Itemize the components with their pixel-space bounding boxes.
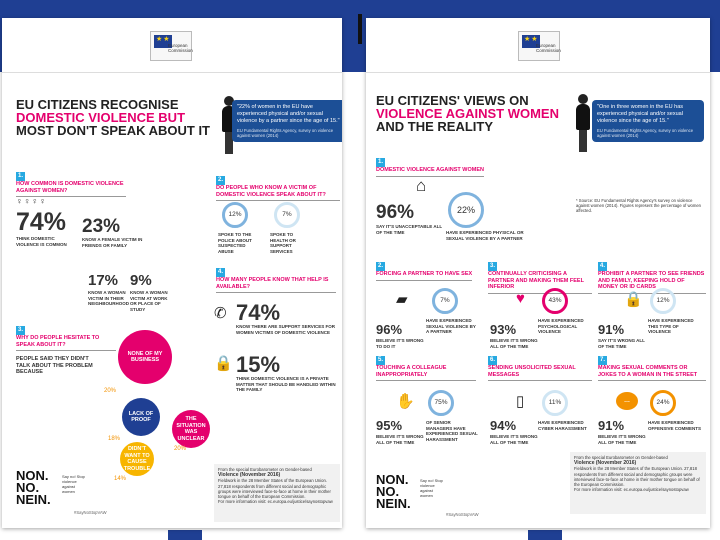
logo-label: European Commission bbox=[536, 43, 561, 53]
stat-s3: 93% bbox=[490, 322, 517, 337]
lock-icon: 🔒 bbox=[214, 355, 233, 372]
poster-header bbox=[2, 18, 342, 73]
stat-23: 23% bbox=[82, 216, 121, 237]
poster-title: EU CITIZENS RECOGNISE DOMESTIC VIOLENCE BUT MOST DON'T SPEAK ABOUT IT bbox=[16, 97, 210, 138]
footer-source-box: From the special Eurobarometer on Gender-based Violence (November 2016) Fieldwork in the 28 Member States of the European Union. 27,818 respondents from different social and demographic groups were interviewed face-to-face at home in their mother tongue on behalf of the European Commission. For more information visit: ec.europa.eu/justice/saynostopvaw bbox=[214, 464, 340, 522]
ring-s5-label: OF SENIOR MANAGERS HAVE EXPERIENCED SEXUAL HARASSMENT bbox=[426, 420, 478, 442]
stat-96-label: SAY IT'S UNACCEPTABLE ALL OF THE TIME bbox=[376, 224, 442, 235]
section-2-heading: 2.DO PEOPLE WHO KNOW A VICTIM OF DOMESTIC VIOLENCE SPEAK ABOUT IT? bbox=[216, 176, 340, 201]
stat-s4: 91% bbox=[598, 322, 625, 337]
poster-header bbox=[366, 18, 710, 73]
phone-icon: ✆ bbox=[214, 305, 227, 322]
woman-figure-icon bbox=[574, 94, 592, 154]
stat-96: 96% bbox=[376, 202, 415, 223]
slogan: Say no! Stop violence against women bbox=[62, 474, 85, 494]
hashtag: #SayNoStopVAW bbox=[446, 512, 479, 517]
poster-title: EU CITIZENS' VIEWS ON VIOLENCE AGAINST WOMEN AND THE REALITY bbox=[376, 93, 559, 134]
stat-9: 9% bbox=[130, 272, 152, 289]
stat-s6: 94% bbox=[490, 418, 517, 433]
section-7-heading: 7.MAKING SEXUAL COMMENTS OR JOKES TO A WOMAN IN THE STREET bbox=[598, 356, 706, 381]
bubble-3-pct: 20% bbox=[174, 446, 187, 452]
ring-s2: 7% bbox=[432, 288, 458, 314]
bubble-1-pct: 20% bbox=[104, 388, 117, 394]
top-divider bbox=[358, 14, 362, 44]
stat-s4-label: SAY IT'S WRONG ALL OF THE TIME bbox=[598, 338, 645, 349]
broken-heart-icon: ♥ bbox=[516, 290, 525, 307]
stat-s5-label: BELIEVE IT'S WRONG ALL OF THE TIME bbox=[376, 434, 424, 445]
ring-s6-label: HAVE EXPERIENCED CYBER HARASSMENT bbox=[538, 420, 587, 431]
ring-s7: 24% bbox=[650, 390, 676, 416]
bottom-marker-right bbox=[528, 530, 562, 540]
hashtag: #SayNoStopVAW bbox=[74, 510, 107, 515]
ring-7: 7% bbox=[274, 202, 300, 228]
stat-help-74-label: KNOW THERE ARE SUPPORT SERVICES FOR WOMEN VICTIMS OF DOMESTIC VIOLENCE bbox=[236, 324, 336, 335]
stat-17: 17% bbox=[88, 272, 119, 289]
eu-commission-logo: ★★ bbox=[150, 31, 192, 61]
bubble-4-pct: 14% bbox=[114, 476, 127, 482]
section-1-heading: 1.HOW COMMON IS DOMESTIC VIOLENCE AGAINST WOMEN? bbox=[16, 172, 126, 197]
section-6-heading: 6.SENDING UNSOLICITED SEXUAL MESSAGES bbox=[488, 356, 592, 381]
quote-box: "One in three women in the EU has experienced physical and/or sexual violence since the age of 15." EU Fundamental Rights Agency, survey on violence against women (2014) bbox=[592, 100, 704, 142]
section-1-heading: 1.DOMESTIC VIOLENCE AGAINST WOMEN bbox=[376, 158, 486, 177]
ring-12: 12% bbox=[222, 202, 248, 228]
quote-box: "22% of women in the EU have experienced physical and/or sexual violence by a partner since the age of 15." EU Fundamental Rights Agency, survey on violence against women (2014) bbox=[232, 100, 342, 142]
ring-12-label: SPOKE TO THE POLICE ABOUT SUSPECTED ABUSE bbox=[218, 232, 252, 254]
infographic-left bbox=[2, 18, 342, 528]
mobile-phone-icon: ▯ bbox=[516, 393, 525, 410]
stat-9-label: KNOW A WOMAN VICTIM AT WORK OR PLACE OF STUDY bbox=[130, 290, 168, 312]
stat-s6-label: BELIEVE IT'S WRONG ALL OF THE TIME bbox=[490, 434, 538, 445]
stat-help-74: 74% bbox=[236, 300, 281, 325]
non-no-nein-logo: NON. NO. NEIN. bbox=[16, 468, 51, 507]
stat-s7: 91% bbox=[598, 418, 625, 433]
footer-source-box: From the special Eurobarometer on Gender-based Violence (November 2016) Fieldwork in the 28 Member States of the European Union. 27,818 respondents from different social and demographic groups were interviewed face-to-face at home in their mother tongue on behalf of the European Commission. For more information visit: ec.europa.eu/justice/saynostopvaw bbox=[570, 452, 706, 514]
stat-15-label: THINK DOMESTIC VIOLENCE IS A PRIVATE MATTER THAT SHOULD BE HANDLED WITHIN THE FAMILY bbox=[236, 376, 336, 392]
stat-74-label: THINK DOMESTIC VIOLENCE IS COMMON bbox=[16, 236, 67, 247]
stat-s2-label: BELIEVE IT'S WRONG TO DO IT bbox=[376, 338, 424, 349]
ring-s3: 43% bbox=[542, 288, 568, 314]
bubble-2-pct: 18% bbox=[108, 436, 121, 442]
stat-74: 74% bbox=[16, 208, 67, 236]
slogan: Say no! Stop violence against women bbox=[420, 478, 443, 498]
people-said-text: PEOPLE SAID THEY DIDN'T TALK ABOUT THE PROBLEM BECAUSE bbox=[16, 356, 93, 375]
hand-icon: ✋ bbox=[396, 393, 415, 410]
people-icon: ♀♀♀♀ bbox=[16, 196, 47, 206]
ring-22-label: HAVE EXPERIENCED PHYSICAL OR SEXUAL VIOLENCE BY A PARTNER bbox=[446, 230, 524, 241]
lock-icon: 🔒 bbox=[624, 291, 643, 308]
house-icon: ⌂ bbox=[416, 176, 427, 195]
stat-15: 15% bbox=[236, 352, 281, 377]
bubble-situation-unclear: THE SITUATION WAS UNCLEAR bbox=[172, 410, 210, 448]
infographic-right bbox=[366, 18, 710, 528]
source-note: * Source: EU Fundamental Rights Agency's survey on violence against women (2014). Figures represent the percentage of women affected. bbox=[576, 198, 701, 213]
ring-22: 22% bbox=[448, 192, 484, 228]
section-4-heading: 4.HOW MANY PEOPLE KNOW THAT HELP IS AVAILABLE? bbox=[216, 268, 336, 293]
ring-s4: 12% bbox=[650, 288, 676, 314]
logo-label: European Commission bbox=[168, 43, 193, 53]
section-3-heading: 3.CONTINUALLY CRITICISING A PARTNER AND MAKING THEM FEEL INFERIOR bbox=[488, 262, 592, 294]
stat-s2: 96% bbox=[376, 322, 403, 337]
section-4-heading: 4.PROHIBIT A PARTNER TO SEE FRIENDS AND FAMILY, KEEPING HOLD OF MONEY OR ID CARDS bbox=[598, 262, 706, 294]
bed-icon: ▰ bbox=[396, 291, 408, 308]
stat-s7-label: BELIEVE IT'S WRONG ALL OF THE TIME bbox=[598, 434, 646, 445]
eu-commission-logo: ★★ bbox=[518, 31, 560, 61]
stat-17-label: KNOW A WOMAN VICTIM IN THEIR NEIGHBOURHOOD bbox=[88, 290, 130, 306]
section-2-heading: 2.FORCING A PARTNER TO HAVE SEX bbox=[376, 262, 476, 281]
ring-s6: 11% bbox=[542, 390, 568, 416]
section-5-heading: 5.TOUCHING A COLLEAGUE INAPPROPRIATELY bbox=[376, 356, 476, 381]
speech-bubble-icon: … bbox=[616, 392, 638, 410]
ring-s3-label: HAVE EXPERIENCED PSYCHOLOGICAL VIOLENCE bbox=[538, 318, 584, 334]
bubble-none-of-business: NONE OF MY BUSINESS bbox=[118, 330, 172, 384]
bubble-lack-of-proof: LACK OF PROOF bbox=[122, 398, 160, 436]
stat-s5: 95% bbox=[376, 418, 403, 433]
non-no-nein-logo: NON. NO. NEIN. bbox=[376, 472, 411, 511]
ring-7-label: SPOKE TO HEALTH OR SUPPORT SERVICES bbox=[270, 232, 296, 254]
ring-s5: 75% bbox=[428, 390, 454, 416]
bottom-marker-left bbox=[168, 530, 202, 540]
stat-s3-label: BELIEVE IT'S WRONG ALL OF THE TIME bbox=[490, 338, 538, 349]
ring-s4-label: HAVE EXPERIENCED THIS TYPE OF VIOLENCE bbox=[648, 318, 694, 334]
ring-s7-label: HAVE EXPERIENCED OFFENSIVE COMMENTS bbox=[648, 420, 702, 431]
section-3-heading: 3.WHY DO PEOPLE HESITATE TO SPEAK ABOUT IT? bbox=[16, 326, 116, 351]
stat-23-label: KNOW A FEMALE VICTIM IN FRIENDS OR FAMILY bbox=[82, 237, 143, 248]
bubble-cause-trouble: DIDN'T WANT TO CAUSE TROUBLE bbox=[120, 442, 154, 476]
ring-s2-label: HAVE EXPERIENCED SEXUAL VIOLENCE BY A PARTNER bbox=[426, 318, 476, 334]
